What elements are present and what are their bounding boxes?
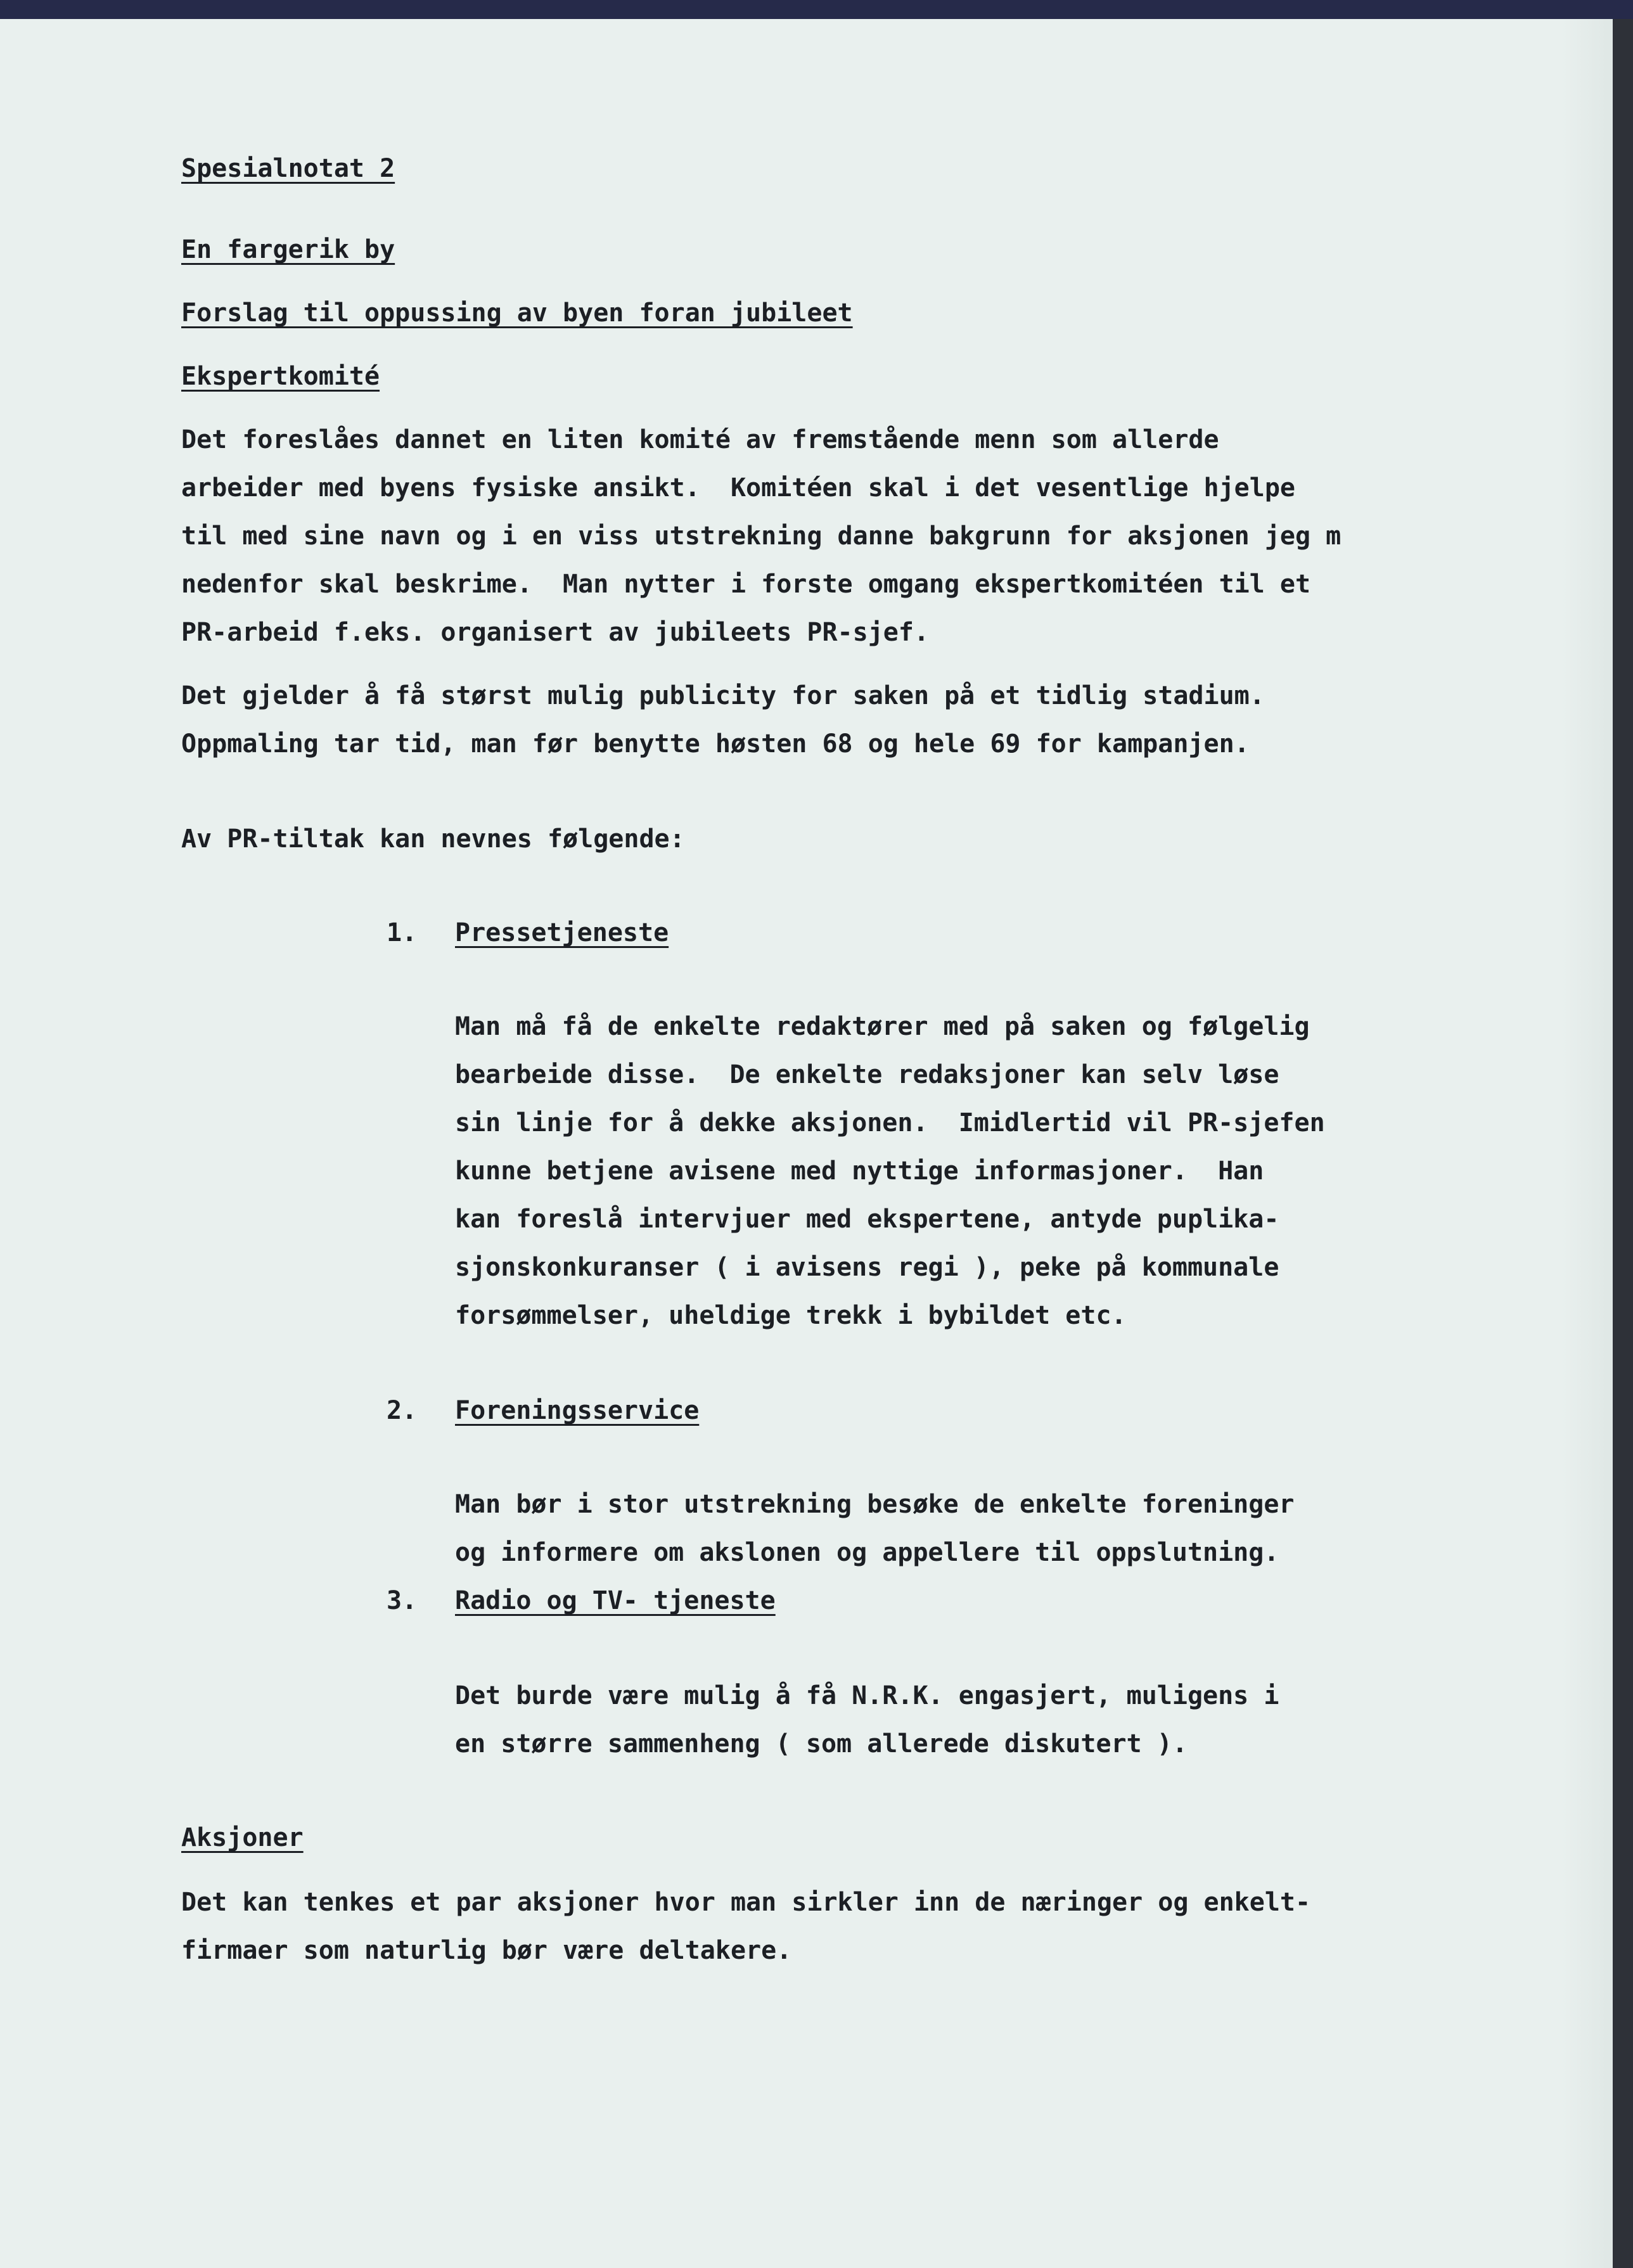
item-line: Man bør i stor utstrekning besøke de enkelte foreninger [455,1490,1295,1519]
paragraph-line: Det gjelder å få størst mulig publicity for saken på et tidlig stadium. [181,681,1265,710]
paragraph-line: til med sine navn og i en viss utstrekning danne bakgrunn for aksjonen jeg m [181,522,1342,551]
document-title: En fargerik by [181,235,395,264]
item-heading-pressetjeneste: Pressetjeneste [455,918,669,947]
paragraph-line: nedenfor skal beskrime. Man nytter i forste omgang ekspertkomitéen til et [181,570,1311,599]
item-heading-foreningsservice: Foreningsservice [455,1396,700,1425]
item-number: 3. [387,1586,418,1615]
document-subtitle: Forslag til oppussing av byen foran jubileet [181,298,853,328]
paragraph-line: Oppmaling tar tid, man før benytte høsten 68 og hele 69 for kampanjen. [181,729,1250,759]
scan-top-band [0,0,1633,19]
item-heading-radio-tv: Radio og TV- tjeneste [455,1586,776,1615]
item-line: sjonskonkuranser ( i avisens regi ), peke på kommunale [455,1253,1279,1282]
item-line: kunne betjene avisene med nyttige informasjoner. Han [455,1156,1264,1186]
item-line: sin linje for å dekke aksjonen. Imidlertid vil PR-sjefen [455,1108,1325,1137]
paragraph-line: arbeider med byens fysiske ansikt. Komitéen skal i det vesentlige hjelpe [181,473,1295,503]
paragraph-line: Det kan tenkes et par aksjoner hvor man sirkler inn de næringer og enkelt- [181,1888,1311,1917]
item-line: Man må få de enkelte redaktører med på saken og følgelig [455,1012,1310,1041]
paragraph-line: firmaer som naturlig bør være deltakere. [181,1936,792,1965]
item-line: forsømmelser, uheldige trekk i bybildet etc. [455,1301,1127,1330]
item-number: 1. [387,918,418,947]
item-number: 2. [387,1396,418,1425]
note-label: Spesialnotat 2 [181,154,395,183]
item-line: kan foreslå intervjuer med ekspertene, antyde puplika- [455,1205,1279,1234]
section-heading-ekspertkomite: Ekspertkomité [181,362,380,391]
section-heading-aksjoner: Aksjoner [181,1823,304,1852]
item-line: Det burde være mulig å få N.R.K. engasjert, muligens i [455,1681,1279,1710]
page-edge-shadow [1562,19,1613,2268]
paragraph-line: PR-arbeid f.eks. organisert av jubileets PR-sjef. [181,618,930,647]
item-line: og informere om akslonen og appellere til oppslutning. [455,1538,1279,1567]
document-page [0,19,1613,2268]
item-line: bearbeide disse. De enkelte redaksjoner kan selv løse [455,1060,1279,1089]
item-line: en større sammenheng ( som allerede diskutert ). [455,1729,1188,1759]
paragraph-line: Det foreslåes dannet en liten komité av fremstående menn som allerde [181,425,1219,454]
tiltak-intro: Av PR-tiltak kan nevnes følgende: [181,824,685,854]
